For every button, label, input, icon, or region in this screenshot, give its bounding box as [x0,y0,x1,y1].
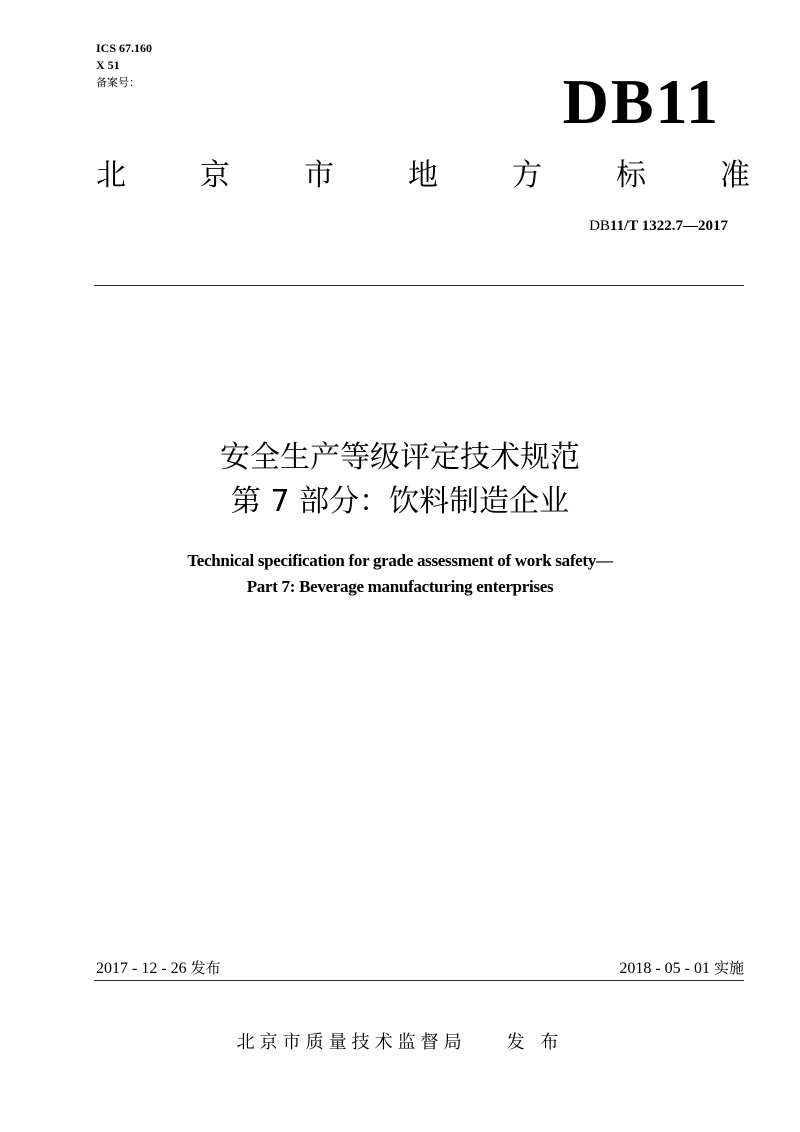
standard-type-char: 市 [304,158,334,193]
issuer-line [0,1030,800,1056]
title-en-line1: Technical specification for grade assessment of work safety— [187,551,613,570]
standard-type-char: 北 [96,158,126,193]
issue-label: 发布 [190,959,221,977]
standard-type [96,156,750,196]
issue-date: 2017 - 12 - 26 [96,960,187,977]
footer-divider [94,980,744,981]
class-code: X 51 [96,58,120,72]
effective-label: 实施 [713,959,744,977]
standard-type-char: 方 [512,158,542,193]
issue-word: 发 布 [506,1032,564,1053]
title-en-line2: Part 7: Beverage manufacturing enterprises [246,577,554,596]
standard-code [589,218,728,235]
effective-date: 2018 - 05 - 01 [619,960,710,977]
header-divider [94,285,744,286]
ics-code: ICS 67.160 [96,41,153,55]
standard-code-number: 11/T 1322.7—2017 [609,218,728,234]
standard-type-char: 京 [200,158,230,193]
title-cn-line2: 第 7 部分：饮料制造企业 [230,484,570,519]
standard-type-char: 准 [720,158,750,193]
standard-code-prefix: DB [589,218,610,234]
standard-type-char: 标 [616,158,646,193]
title-cn-line1: 安全生产等级评定技术规范 [220,440,580,475]
issuer-name: 北京市质量技术监督局 [236,1032,467,1053]
db-mark: DB11 [562,66,720,137]
classification-block [96,40,152,91]
issue-date-block [96,958,221,979]
record-number-label: 备案号： [96,76,140,89]
standard-type-char: 地 [408,158,438,193]
effective-date-block [619,958,744,979]
